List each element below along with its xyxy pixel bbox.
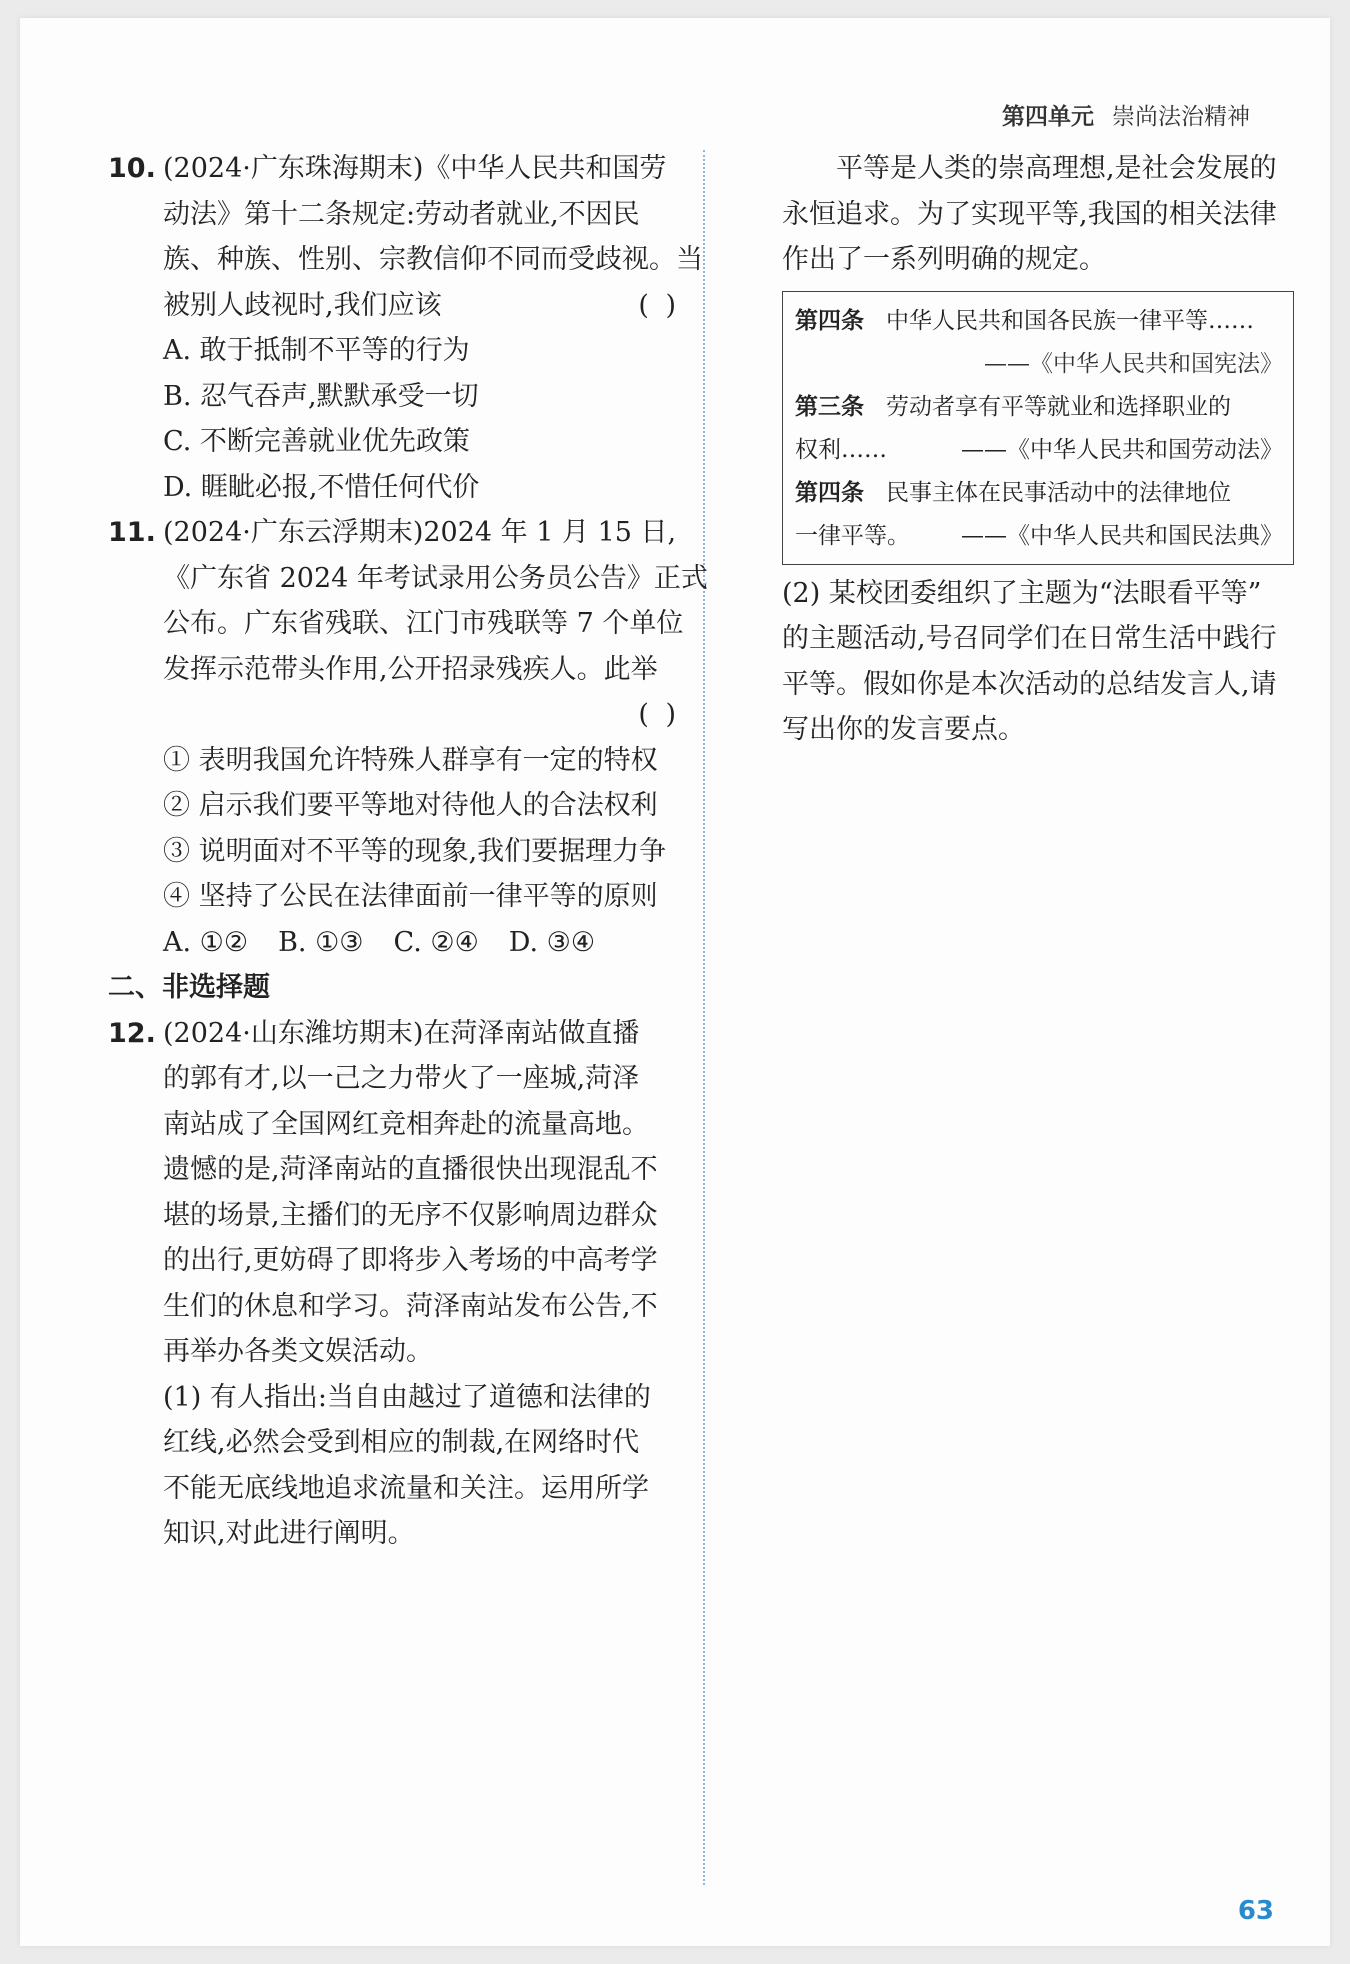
option-c[interactable]: C. 不断完善就业优先政策 <box>163 426 470 457</box>
option-a[interactable]: A. 敢于抵制不平等的行为 <box>163 335 470 366</box>
question-number: 12. <box>108 1017 156 1049</box>
article-label: 第四条 <box>795 307 864 334</box>
unit-title: 崇尚法治精神 <box>1112 104 1250 130</box>
answer-blank[interactable]: ( ) <box>638 289 680 321</box>
statement-4: ④ 坚持了公民在法律面前一律平等的原则 <box>163 881 658 912</box>
subquestion-2-line: (2) 某校团委组织了主题为“法眼看平等” <box>782 577 1262 609</box>
article-text: 劳动者享有平等就业和选择职业的 <box>886 393 1231 420</box>
law-excerpt-box <box>782 291 1294 565</box>
article-text: 权利…… <box>795 436 887 463</box>
question-number: 10. <box>108 153 156 184</box>
subquestion-2-line: 平等。假如你是本次活动的总结发言人,请 <box>782 668 1277 700</box>
subquestion-2-line: 写出你的发言要点。 <box>782 714 1025 745</box>
question-text-line: (2024·广东珠海期末)《中华人民共和国劳 <box>163 153 667 184</box>
law-source: ——《中华人民共和国民法典》 <box>961 522 1283 549</box>
question-text-line: 动法》第十二条规定:劳动者就业,不因民 <box>163 198 640 230</box>
subquestion-1-line: 红线,必然会受到相应的制裁,在网络时代 <box>163 1427 640 1458</box>
option-c[interactable]: C. ②④ <box>393 926 479 958</box>
option-b[interactable]: B. ①③ <box>278 926 364 958</box>
law-source: ——《中华人民共和国劳动法》 <box>961 436 1283 463</box>
statement-2: ② 启示我们要平等地对待他人的合法权利 <box>163 790 658 821</box>
unit-label: 第四单元 <box>1002 104 1094 130</box>
page-number: 63 <box>1237 1896 1274 1926</box>
question-10 <box>108 146 703 510</box>
article-text: 中华人民共和国各民族一律平等…… <box>886 307 1254 334</box>
question-text-line: 的郭有才,以一己之力带火了一座城,菏泽 <box>163 1063 640 1094</box>
question-text-line <box>108 283 680 329</box>
option-a[interactable]: A. ①② <box>163 926 249 958</box>
question-11 <box>108 510 708 965</box>
law-source: ——《中华人民共和国宪法》 <box>984 350 1283 377</box>
article-label: 第三条 <box>795 393 864 420</box>
option-d[interactable]: D. ③④ <box>508 926 596 958</box>
statement-1: ① 表明我国允许特殊人群享有一定的特权 <box>163 744 658 776</box>
question-text: 被别人歧视时,我们应该 <box>163 289 442 321</box>
question-text-line: 堪的场景,主播们的无序不仅影响周边群众 <box>163 1199 658 1231</box>
options-row <box>108 920 680 966</box>
question-text-line: (2024·山东潍坊期末)在菏泽南站做直播 <box>163 1017 640 1049</box>
question-number: 11. <box>108 517 156 548</box>
question-12 <box>108 1011 680 1557</box>
option-d[interactable]: D. 睚眦必报,不惜任何代价 <box>163 471 480 503</box>
subquestion-1-line: 知识,对此进行阐明。 <box>163 1518 415 1549</box>
question-text-line: 公布。广东省残联、江门市残联等 7 个单位 <box>163 608 684 639</box>
statement-3: ③ 说明面对不平等的现象,我们要据理力争 <box>163 835 667 867</box>
question-text-line: (2024·广东云浮期末)2024 年 1 月 15 日, <box>163 517 677 548</box>
question-text-line: 再举办各类文娱活动。 <box>163 1336 433 1367</box>
question-text-line: 的出行,更妨碍了即将步入考场的中高考学 <box>163 1245 658 1276</box>
article-text: 民事主体在民事活动中的法律地位 <box>886 479 1231 506</box>
right-column <box>782 146 1294 753</box>
page <box>20 18 1330 1946</box>
question-text-line: 《广东省 2024 年考试录用公务员公告》正式 <box>163 562 708 594</box>
intro-line: 永恒追求。为了实现平等,我国的相关法律 <box>782 198 1277 230</box>
article-label: 第四条 <box>795 479 864 506</box>
subquestion-1-line: (1) 有人指出:当自由越过了道德和法律的 <box>163 1381 651 1413</box>
section-heading: 二、非选择题 <box>108 972 270 1003</box>
question-text-line: 发挥示范带头作用,公开招录残疾人。此举 <box>163 653 658 685</box>
question-text-line: 族、种族、性别、宗教信仰不同而受歧视。当 <box>163 244 703 275</box>
question-text-line: 遗憾的是,菏泽南站的直播很快出现混乱不 <box>163 1154 658 1185</box>
subquestion-1-line: 不能无底线地追求流量和关注。运用所学 <box>163 1472 649 1504</box>
question-text-line: 南站成了全国网红竞相奔赴的流量高地。 <box>163 1108 649 1140</box>
answer-blank[interactable]: ( ) <box>638 699 680 730</box>
left-column <box>108 146 708 1557</box>
subquestion-2-line: 的主题活动,号召同学们在日常生活中践行 <box>782 623 1277 654</box>
intro-line: 作出了一系列明确的规定。 <box>782 244 1106 275</box>
option-b[interactable]: B. 忍气吞声,默默承受一切 <box>163 380 479 412</box>
column-divider <box>703 150 705 1885</box>
article-text: 一律平等。 <box>795 522 910 549</box>
page-header <box>1002 98 1250 131</box>
intro-line: 平等是人类的崇高理想,是社会发展的 <box>836 153 1277 184</box>
question-text-line: 生们的休息和学习。菏泽南站发布公告,不 <box>163 1290 658 1322</box>
